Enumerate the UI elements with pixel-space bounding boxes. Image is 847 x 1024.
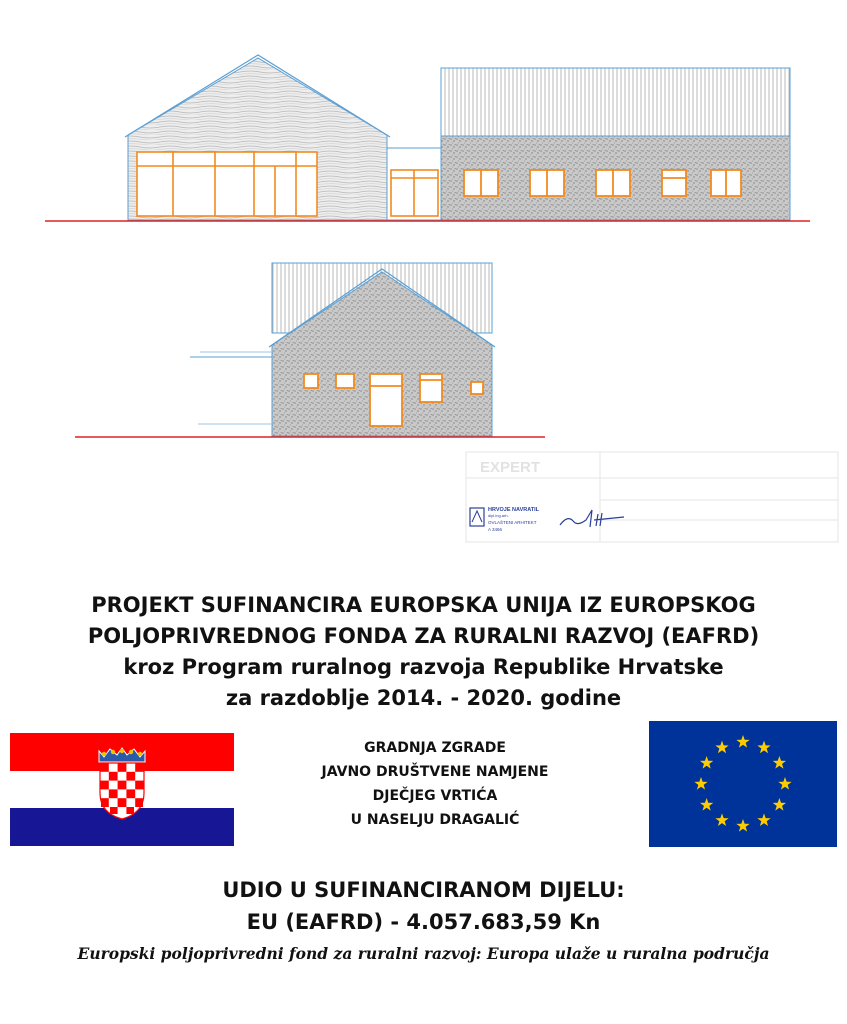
stamp-degree: dipl.ing.arh.	[488, 513, 509, 518]
share-line-2: EU (EAFRD) - 4.057.683,59 Kn	[246, 910, 601, 934]
project-line-3: DJEČJEG VRTIĆA	[372, 788, 498, 804]
project-description	[255, 736, 615, 832]
glazing-left-wing	[137, 152, 317, 216]
headline-line-3: kroz Program ruralnog razvoja Republike Hrvatske	[123, 655, 724, 679]
front-elevation	[45, 55, 810, 221]
cofinancing-headline	[0, 590, 847, 714]
project-line-2: JAVNO DRUŠTVENE NAMJENE	[321, 764, 549, 780]
title-block-watermark: EXPERT	[480, 459, 541, 476]
stamp-name: HRVOJE NAVRATIL	[488, 507, 540, 513]
project-line-1: GRADNJA ZGRADE	[364, 740, 506, 756]
architect-signature	[560, 510, 624, 527]
right-wing-roof	[441, 68, 790, 136]
connector-door	[391, 170, 438, 216]
eafrd-motto: Europski poljoprivredni fond za ruralni razvoj: Europa ulaže u ruralna područja	[77, 944, 770, 963]
eu-flag-icon	[649, 721, 837, 847]
stamp-number: A 3466	[488, 527, 503, 532]
headline-line-4: za razdoblje 2014. - 2020. godine	[225, 686, 622, 710]
architect-stamp	[470, 507, 624, 532]
headline-line-1: PROJEKT SUFINANCIRA EUROPSKA UNIJA IZ EUROPSKOG	[91, 593, 756, 617]
croatia-flag-icon	[10, 733, 234, 846]
project-line-4: U NASELJU DRAGALIĆ	[350, 812, 520, 828]
headline-line-2: POLJOPRIVREDNOG FONDA ZA RURALNI RAZVOJ (EAFRD)	[87, 624, 760, 648]
stamp-title: OVLAŠTENI ARHITEKT	[488, 520, 537, 525]
cofinancing-share	[0, 874, 847, 938]
share-line-1: UDIO U SUFINANCIRANOM DIJELU:	[222, 878, 625, 902]
side-elevation	[75, 263, 545, 437]
